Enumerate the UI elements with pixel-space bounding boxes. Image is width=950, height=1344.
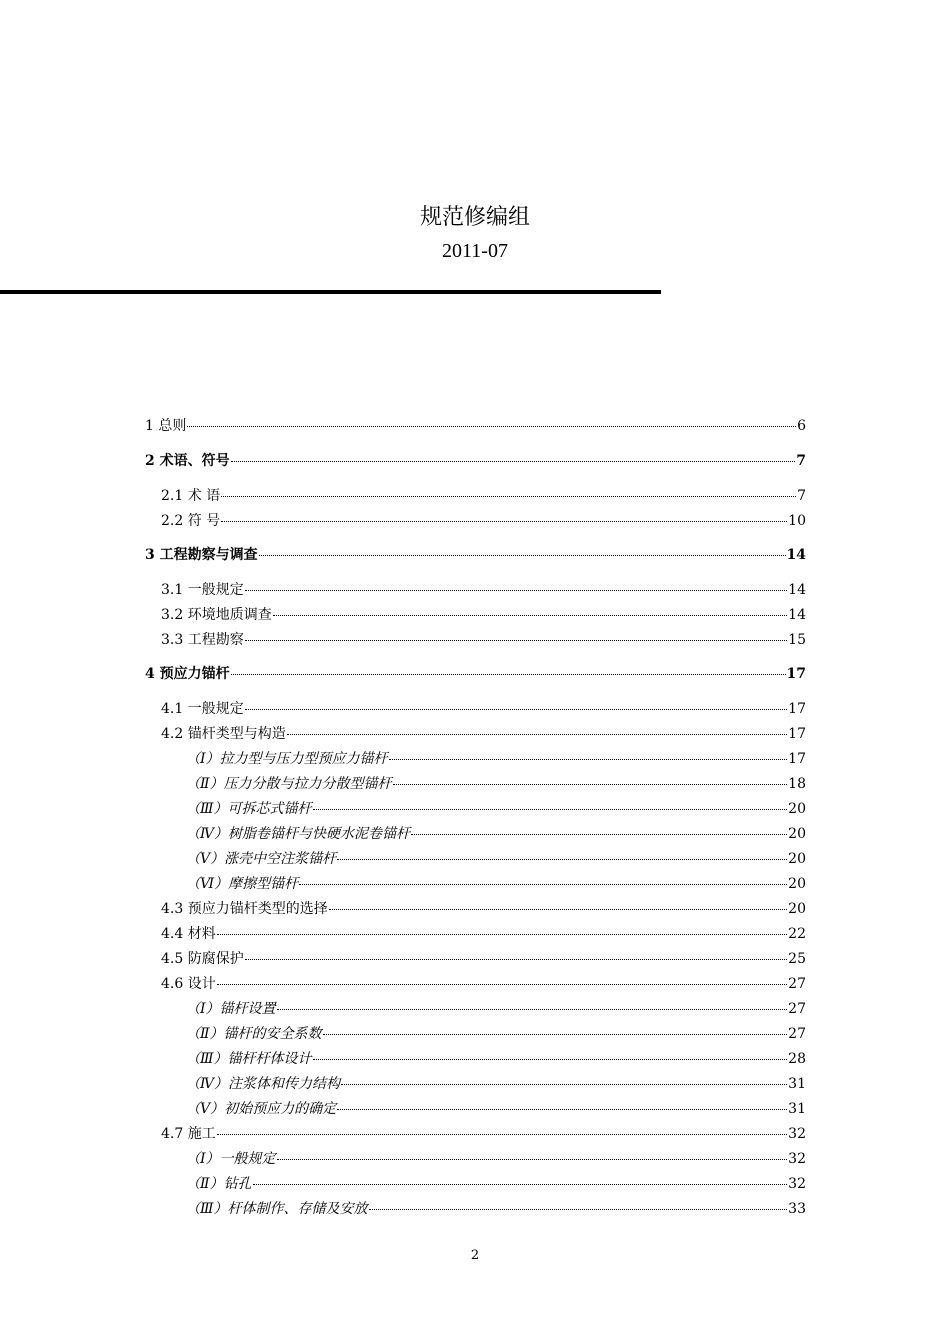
- toc-dot-leader: [217, 934, 787, 935]
- toc-entry-title: （Ⅲ）杆体制作、存储及安放: [186, 1201, 368, 1217]
- toc-entry[interactable]: [145, 1048, 806, 1070]
- toc-entry-page: 20: [788, 851, 806, 867]
- toc-entry[interactable]: [145, 1073, 806, 1095]
- toc-entry[interactable]: [145, 629, 806, 651]
- toc-entry-page: 6: [797, 418, 806, 434]
- toc-entry-page: 14: [788, 607, 806, 623]
- toc-entry-title: （Ⅰ）拉力型与压力型预应力锚杆: [186, 751, 388, 767]
- toc-dot-leader: [323, 1034, 788, 1035]
- toc-entry-page: 17: [786, 666, 806, 682]
- toc-entry-page: 33: [788, 1201, 806, 1217]
- toc-entry[interactable]: [145, 998, 806, 1020]
- toc-entry-title: 4.6 设计: [161, 976, 216, 992]
- toc-entry-title: （Ⅳ）树脂卷锚杆与快硬水泥卷锚杆: [186, 826, 410, 842]
- toc-dot-leader: [337, 859, 787, 860]
- toc-entry-page: 18: [788, 776, 806, 792]
- toc-entry[interactable]: [145, 923, 806, 945]
- toc-entry-title: 4 预应力锚杆: [145, 666, 230, 682]
- toc-entry-page: 7: [797, 488, 806, 504]
- toc-entry-page: 32: [788, 1151, 806, 1167]
- toc-entry-title: （Ⅲ）锚杆杆体设计: [186, 1051, 312, 1067]
- toc-entry-page: 20: [788, 901, 806, 917]
- toc-entry-title: （Ⅲ）可拆芯式锚杆: [186, 801, 312, 817]
- toc-entry-page: 17: [788, 701, 806, 717]
- toc-dot-leader: [329, 909, 787, 910]
- toc-dot-leader: [221, 521, 787, 522]
- toc-entry-title: 4.2 锚杆类型与构造: [161, 726, 286, 742]
- toc-entry-page: 14: [788, 582, 806, 598]
- toc-entry[interactable]: [145, 485, 806, 507]
- toc-dot-leader: [313, 1059, 788, 1060]
- toc-dot-leader: [245, 590, 787, 591]
- toc-dot-leader: [217, 1134, 787, 1135]
- toc-entry-page: 15: [788, 632, 806, 648]
- toc-dot-leader: [253, 1184, 788, 1185]
- toc-entry[interactable]: [145, 973, 806, 995]
- toc-entry-title: 1 总则: [145, 418, 187, 434]
- toc-entry[interactable]: [145, 873, 806, 895]
- toc-entry[interactable]: [145, 1023, 806, 1045]
- toc-dot-leader: [287, 734, 787, 735]
- toc-entry[interactable]: [145, 823, 806, 845]
- toc-dot-leader: [245, 640, 787, 641]
- toc-entry-page: 17: [788, 751, 806, 767]
- toc-entry-title: （Ⅳ）注浆体和传力结构: [186, 1076, 340, 1092]
- toc-entry-page: 25: [788, 951, 806, 967]
- toc-entry-title: 4.7 施工: [161, 1126, 216, 1142]
- organization-name: 规范修编组: [419, 205, 530, 230]
- toc-entry-title: 3.3 工程勘察: [161, 632, 244, 648]
- toc-entry-title: 2.1 术 语: [161, 488, 221, 504]
- toc-entry[interactable]: [145, 579, 806, 601]
- toc-entry-title: 4.1 一般规定: [161, 701, 244, 717]
- toc-entry[interactable]: [145, 898, 806, 920]
- toc-entry-page: 20: [788, 826, 806, 842]
- toc-entry[interactable]: [145, 848, 806, 870]
- toc-entry[interactable]: [145, 544, 806, 566]
- toc-entry[interactable]: [145, 948, 806, 970]
- toc-dot-leader: [389, 759, 788, 760]
- toc-entry-title: 2.2 符 号: [161, 513, 221, 529]
- toc-dot-leader: [231, 461, 796, 462]
- document-date: 2011-07: [442, 240, 508, 262]
- toc-entry[interactable]: [145, 773, 806, 795]
- header-divider: [0, 290, 661, 294]
- page-number: 2: [470, 1248, 480, 1263]
- toc-entry[interactable]: [145, 748, 806, 770]
- toc-entry-title: 4.4 材料: [161, 926, 216, 942]
- toc-entry[interactable]: [145, 450, 806, 472]
- toc-entry-page: 17: [788, 726, 806, 742]
- toc-entry[interactable]: [145, 415, 806, 437]
- toc-dot-leader: [273, 615, 787, 616]
- toc-entry-page: 14: [786, 547, 806, 563]
- toc-entry[interactable]: [145, 1173, 806, 1195]
- toc-entry-title: （Ⅱ）钻孔: [186, 1176, 252, 1192]
- toc-entry[interactable]: [145, 663, 806, 685]
- toc-entry[interactable]: [145, 798, 806, 820]
- toc-dot-leader: [245, 959, 787, 960]
- toc-entry-title: （Ⅱ）压力分散与拉力分散型锚杆: [186, 776, 392, 792]
- toc-entry-title: （Ⅰ）锚杆设置: [186, 1001, 276, 1017]
- toc-entry-page: 20: [788, 876, 806, 892]
- toc-entry-page: 27: [788, 1001, 806, 1017]
- toc-dot-leader: [221, 496, 796, 497]
- toc-entry[interactable]: [145, 723, 806, 745]
- toc-entry-title: （Ⅴ）初始预应力的确定: [186, 1101, 337, 1117]
- toc-dot-leader: [337, 1109, 787, 1110]
- toc-dot-leader: [393, 784, 788, 785]
- toc-entry-title: （Ⅵ）摩擦型锚杆: [186, 876, 299, 892]
- toc-entry-title: （Ⅴ）涨壳中空注浆锚杆: [186, 851, 337, 867]
- toc-dot-leader: [259, 555, 786, 556]
- toc-dot-leader: [245, 709, 787, 710]
- toc-entry-title: 3 工程勘察与调查: [145, 547, 258, 563]
- toc-entry-page: 28: [788, 1051, 806, 1067]
- toc-dot-leader: [217, 984, 787, 985]
- toc-entry-title: 2 术语、符号: [145, 453, 230, 469]
- toc-dot-leader: [341, 1084, 787, 1085]
- toc-dot-leader: [313, 809, 788, 810]
- toc-entry[interactable]: [145, 698, 806, 720]
- toc-entry-page: 10: [788, 513, 806, 529]
- toc-dot-leader: [411, 834, 787, 835]
- toc-entry-title: 4.5 防腐保护: [161, 951, 244, 967]
- toc-entry-title: （Ⅱ）锚杆的安全系数: [186, 1026, 322, 1042]
- toc-entry[interactable]: [145, 1098, 806, 1120]
- toc-entry-page: 31: [788, 1101, 806, 1117]
- toc-entry[interactable]: [145, 604, 806, 626]
- toc-entry[interactable]: [145, 1198, 806, 1220]
- toc-entry-title: 4.3 预应力锚杆类型的选择: [161, 901, 328, 917]
- toc-dot-leader: [299, 884, 787, 885]
- toc-entry-title: 3.1 一般规定: [161, 582, 244, 598]
- toc-dot-leader: [231, 674, 786, 675]
- toc-entry-page: 27: [788, 1026, 806, 1042]
- toc-entry[interactable]: [145, 1123, 806, 1145]
- toc-entry-page: 31: [788, 1076, 806, 1092]
- toc-entry-page: 7: [796, 453, 806, 469]
- toc-dot-leader: [187, 426, 796, 427]
- toc-dot-leader: [277, 1009, 788, 1010]
- toc-entry-page: 20: [788, 801, 806, 817]
- toc-entry-title: （Ⅰ）一般规定: [186, 1151, 276, 1167]
- toc-entry[interactable]: [145, 510, 806, 532]
- toc-entry[interactable]: [145, 1148, 806, 1170]
- toc-entry-page: 32: [788, 1126, 806, 1142]
- toc-dot-leader: [369, 1209, 788, 1210]
- toc-entry-page: 32: [788, 1176, 806, 1192]
- toc-entry-page: 22: [788, 926, 806, 942]
- toc-dot-leader: [277, 1159, 788, 1160]
- toc-entry-title: 3.2 环境地质调查: [161, 607, 272, 623]
- toc-entry-page: 27: [788, 976, 806, 992]
